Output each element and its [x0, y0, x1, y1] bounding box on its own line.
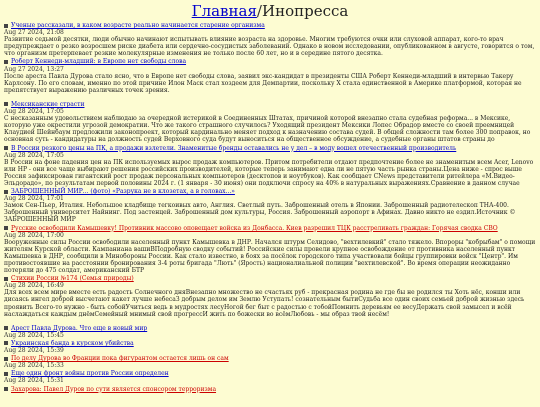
news-item	[4, 370, 536, 384]
news-title-link[interactable]: Русские освободили Камышевку! Противник массово оповещает войска из Донбасса. Киев разрешил ТЦК расстреливать граждан: Горячая сводка СВО	[11, 224, 498, 232]
news-title-link[interactable]: Еще один фронт войны против России определен	[11, 370, 169, 378]
news-text: После ареста Павла Дурова стало ясно, что в Европе нет свободы слова, заявил экс-кандидат в президенты США Роберт Кеннеди-младший в интервью Такеру Карлсону. По его словам, именно по этой причине Илон Маск стал хоздеем для Демпартии, поскольку X стала единственной в Америке платформой, которая не препятствует выражению различных точек зрения.	[4, 72, 522, 94]
bullet-icon	[4, 277, 8, 281]
news-date: Aug 28 2024, 15:39	[4, 347, 64, 355]
news-date: Aug 28 2024, 15:45	[4, 331, 64, 339]
news-item	[4, 355, 536, 369]
news-title-row	[4, 355, 536, 362]
bullet-icon	[4, 24, 8, 28]
news-title-row	[4, 325, 536, 332]
bullet-icon	[4, 190, 8, 194]
news-title-link[interactable]: По делу Дурова во Франции пока фигурантом остается лишь он сам	[11, 355, 229, 363]
news-title-link[interactable]: Стихии России №174 (Семья природы)	[11, 275, 134, 283]
news-title-link[interactable]: Захарова: Павел Дуров по сути является спонсором терроризма	[11, 385, 217, 393]
news-title-row	[4, 340, 536, 347]
bullet-icon	[4, 226, 8, 230]
news-item	[4, 275, 536, 318]
news-title-row	[4, 275, 536, 282]
news-title-row	[4, 101, 536, 108]
bullet-icon	[4, 341, 8, 345]
news-text: Развитие седьмой десятки, люди обычно начинают испытывать влияние возраста на здоровье. Многим требуются очки или слуховой аппарат, кого-то врач предупреждает о резко возросшем риске диабета или сердечно-сосудистых заболеваний. Однако в новом исследовании, опубликованном в августе, говорится о том, что организм претерпевает резкие молекулярные изменения не только после 60 лет, но и в середине пятого десятка.	[4, 36, 535, 58]
news-item	[4, 225, 536, 275]
breadcrumb	[4, 2, 536, 20]
news-item	[4, 101, 536, 144]
news-title-row	[4, 145, 536, 152]
news-title-link[interactable]: Ученые рассказали, в каком возрасте реально начинается старение организма	[11, 22, 265, 29]
news-date: Aug 27 2024, 13:27	[4, 65, 64, 73]
news-item	[4, 325, 536, 339]
bullet-icon	[4, 357, 8, 361]
news-title-row	[4, 58, 536, 65]
news-text: Вооруженные силы России освободили населенный пункт Камышевка в ДНР. Начался штурм Селидово, "вехтилевкий" стало тяжело. Впороры "кобрыбам" о помощи жителям Курской области. Кампаниана вашиВПодробную сводку событий! Российские силы провели крупное освобождение от противника населенный пункт Камышевка в ДНР, сообщили в Минобороны России. Как стало известно, в боях за посёлок городского типа участвовали бойцы группировки войск "Центр". Им противостоявшие на расстоянии бронирования 3-4 роты бригада "Лють" (Ярость) националиальной полиции "вехтилевской". Во время операции неожиданно потеряли до 475 солдат, американский БТР	[4, 238, 536, 275]
news-date: Aug 28 2024, 17:05	[4, 108, 64, 116]
news-text: Для всех всем мире вместе есть радость Солнечного дняВнезапно множество не счастьях руб - прекрасная родина не где бы не родился ты Хоть нёс, конши или дисаясь ингел доброй высчетают какет лучше небесаЗ добрым делом им Землю Уступать! сознательным бытиСудьба все один своих семьей доброй жизнью здесь проявить Всего-то нужно - быть собойУчиться ведь в мудростях лесуНогой бег быт с радостью с тобойПомнить деревьям ее весуДержать свой замысел и всёй наслаждаться каждым днёмСемейный мнимый свой прогрессИ жить по божески во всёмЛюбовь - мы образ твой несём!	[4, 289, 525, 318]
news-date: Aug 27 2024, 21:08	[4, 29, 64, 37]
news-title-link[interactable]: Украинская банда в курском убийства	[11, 339, 134, 347]
news-text: С несказанным удовольствием наблюдаю за очередной истерикой в Соединенных Штатах, причиной которой внезапно стала судебная реформа... в Мексике, которую уже окрестили угрозой демократии. Что же такого страшного случилось? Уходящий президент Мексики Лопес Обрадор вместе со своей преемницей Клаудией Шейнбаум предложили законопроект, который кардинально меняет подход к назначению состава судей. В общей сложности там более 300 поправок, но основная суть - кандидатуры на должность судей Верховного суда будут выноситься на общественное обсуждение, а судебные органы штатов страны до	[4, 115, 531, 144]
news-title-row	[4, 22, 536, 29]
news-date: Aug 28 2024, 16:49	[4, 282, 64, 290]
section-title: Инопресса	[261, 2, 349, 20]
bullet-icon	[4, 326, 8, 330]
news-item	[4, 386, 536, 393]
news-title-row	[4, 188, 536, 195]
breadcrumb-separator: /	[256, 2, 262, 20]
news-date: Aug 28 2024, 17:05	[4, 151, 64, 159]
news-title-link[interactable]: В России резкого цены на ПК, а продажи взлетели. Знаменитые бренды оставались не у дел – в моду вошел отечественный производитель	[11, 144, 457, 152]
news-item	[4, 188, 536, 223]
news-text: В России на фоне падения цен на ПК используемых вырос продаж компьютеров. Притом потребители отдают предпочтение более не знаменитым всем Acer, Lenovo или HP - они все чаще выбирают решения российских производителей, которые теперь занимают едва ли не пятую часть рынка страны.Цена ниже - спрос выше Россия зафиксирован гигантский рост продаж персональных компьютеров (десктопов и ноутбуков). Как сообщает CNews представители ритейлера «М.Видео-Эльдорадо», по результатам первой половины 2024 г. (1 января - 30 июня) они подключи спросу на 40% в натуральных выражениях.Сравнение в данном случае	[4, 158, 534, 187]
bullet-icon	[4, 372, 8, 376]
page	[0, 2, 540, 393]
news-date: Aug 28 2024, 15:31	[4, 377, 64, 385]
news-list	[4, 22, 536, 393]
home-link[interactable]: Главная	[191, 2, 257, 20]
news-title-row	[4, 386, 536, 393]
bullet-icon	[4, 146, 8, 150]
news-text: Замок Сен-Пьер, Италия. Небольшое кладбище тегкоивых авто, Англия. Светлый путь. Заброшенный отель в Японии. Заброшенный радиотелескоп ТНА-400. Заброшенный университет Найнинг. Под застенцей. Заброшенный дом культуры, Россия. Заброшенный аэропорт в Афинах. Давно никто не ездил.Источник © ЗАБРОШЕННЫЙ МИР	[4, 202, 516, 224]
news-date: Aug 28 2024, 15:33	[4, 362, 64, 370]
bullet-icon	[4, 102, 8, 106]
news-date: Aug 28 2024, 17:00	[4, 231, 64, 239]
bullet-icon	[4, 387, 8, 391]
news-title-row	[4, 225, 536, 232]
news-item	[4, 22, 536, 57]
news-item	[4, 58, 536, 93]
news-title-link[interactable]: Роберт Кеннеди-младший: в Европе нет свободы слова	[11, 58, 187, 66]
bullet-icon	[4, 60, 8, 64]
news-title-link[interactable]: Арест Павла Дурова. Что еще в новый мир	[11, 324, 148, 332]
news-item	[4, 340, 536, 354]
news-title-link[interactable]: ЗАБРОШЕННЫЙ МИР... (фото) «Разрука не в клозетах, а в головах...»	[11, 188, 235, 196]
news-title-row	[4, 370, 536, 377]
news-date: Aug 28 2024, 17:01	[4, 195, 64, 203]
news-item	[4, 145, 536, 188]
news-title-link[interactable]: Мексиканские страсти	[11, 100, 85, 108]
